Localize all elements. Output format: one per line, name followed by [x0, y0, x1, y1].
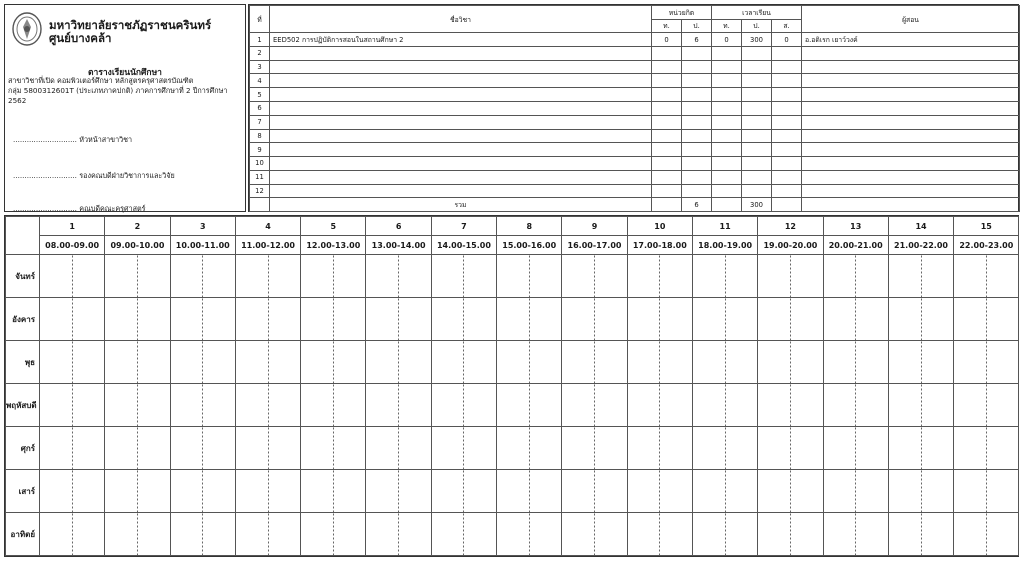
course-row: [250, 170, 1020, 184]
course-cell-instructor: [802, 60, 1020, 74]
schedule-slot: [692, 513, 757, 556]
period-number: 10: [627, 217, 692, 236]
document-title: ตารางเรียนนักศึกษา: [88, 68, 162, 78]
document-header: [4, 4, 246, 212]
period-time: 08.00-09.00: [40, 236, 105, 255]
course-cell-ht: [712, 129, 742, 143]
course-cell-instructor: [802, 46, 1020, 60]
schedule-slot: [888, 255, 953, 298]
schedule-slot: [497, 470, 562, 513]
period-number: 15: [954, 217, 1019, 236]
schedule-slot: [954, 298, 1019, 341]
header-credit-p: ป.: [682, 19, 712, 33]
course-cell-cp: [682, 143, 712, 157]
day-label: ศุกร์: [6, 427, 40, 470]
day-row: [6, 298, 1019, 341]
period-number: 7: [431, 217, 496, 236]
schedule-slot: [823, 513, 888, 556]
course-cell-instructor: อ.อดิเรก เยาว์วงค์: [802, 33, 1020, 47]
course-cell-hp: [742, 102, 772, 116]
schedule-slot: [301, 427, 366, 470]
schedule-slot: [954, 470, 1019, 513]
schedule-slot: [105, 513, 170, 556]
course-cell-no: 4: [250, 74, 270, 88]
course-cell-ht: [712, 184, 742, 198]
header-hour-t: ท.: [712, 19, 742, 33]
course-cell-subject: [270, 88, 652, 102]
schedule-slot: [888, 513, 953, 556]
day-label: จันทร์: [6, 255, 40, 298]
period-number: 3: [170, 217, 235, 236]
schedule-slot: [823, 298, 888, 341]
schedule-slot: [170, 255, 235, 298]
period-number: 14: [888, 217, 953, 236]
schedule-slot: [692, 341, 757, 384]
schedule-slot: [366, 470, 431, 513]
schedule-slot: [366, 427, 431, 470]
total-credit-p: 6: [682, 198, 712, 212]
schedule-slot: [627, 384, 692, 427]
course-cell-instructor: [802, 102, 1020, 116]
weekly-schedule-frame: [4, 215, 1019, 557]
course-cell-ht: [712, 143, 742, 157]
schedule-slot: [627, 341, 692, 384]
period-time: 20.00-21.00: [823, 236, 888, 255]
course-cell-ct: 0: [652, 33, 682, 47]
course-cell-hs: 0: [772, 33, 802, 47]
course-cell-subject: [270, 170, 652, 184]
course-row: [250, 33, 1020, 47]
schedule-slot: [431, 341, 496, 384]
period-number: 9: [562, 217, 627, 236]
day-label: พุธ: [6, 341, 40, 384]
schedule-slot: [301, 384, 366, 427]
course-cell-hp: [742, 184, 772, 198]
course-cell-subject: [270, 46, 652, 60]
schedule-slot: [758, 298, 823, 341]
schedule-slot: [823, 427, 888, 470]
course-cell-ht: [712, 115, 742, 129]
course-cell-instructor: [802, 74, 1020, 88]
schedule-slot: [40, 341, 105, 384]
period-number: 6: [366, 217, 431, 236]
course-cell-hp: [742, 60, 772, 74]
group-line: กลุ่ม 5800312601T (ประเภทภาคปกติ) ภาคการศึกษาที่ 2 ปีการศึกษา: [8, 86, 228, 95]
day-label: เสาร์: [6, 470, 40, 513]
university-seal-icon: [11, 11, 43, 47]
schedule-slot: [40, 427, 105, 470]
course-cell-subject: [270, 184, 652, 198]
course-cell-ct: [652, 60, 682, 74]
course-cell-no: 2: [250, 46, 270, 60]
total-label: รวม: [270, 198, 652, 212]
header-hours: เวลาเรียน: [712, 6, 802, 20]
period-time: 10.00-11.00: [170, 236, 235, 255]
schedule-slot: [105, 427, 170, 470]
course-cell-subject: [270, 143, 652, 157]
course-cell-cp: [682, 115, 712, 129]
schedule-slot: [888, 298, 953, 341]
period-number: 8: [497, 217, 562, 236]
schedule-slot: [692, 427, 757, 470]
schedule-slot: [758, 427, 823, 470]
course-row: [250, 46, 1020, 60]
course-cell-no: 7: [250, 115, 270, 129]
course-cell-no: 10: [250, 157, 270, 171]
schedule-slot: [105, 470, 170, 513]
schedule-slot: [888, 470, 953, 513]
schedule-slot: [366, 513, 431, 556]
header-subject: ชื่อวิชา: [270, 6, 652, 33]
course-cell-hp: [742, 157, 772, 171]
schedule-slot: [562, 298, 627, 341]
course-cell-hp: [742, 129, 772, 143]
schedule-slot: [497, 427, 562, 470]
schedule-slot: [627, 513, 692, 556]
course-row: [250, 115, 1020, 129]
period-number: 1: [40, 217, 105, 236]
day-header-corner: [6, 217, 40, 255]
weekly-schedule: [5, 216, 1019, 556]
course-cell-ht: [712, 170, 742, 184]
schedule-slot: [105, 341, 170, 384]
course-cell-subject: [270, 74, 652, 88]
course-cell-ht: [712, 157, 742, 171]
period-time: 16.00-17.00: [562, 236, 627, 255]
schedule-slot: [40, 513, 105, 556]
header-hour-s: ส.: [772, 19, 802, 33]
course-cell-subject: [270, 115, 652, 129]
course-cell-ht: [712, 88, 742, 102]
schedule-slot: [105, 384, 170, 427]
schedule-slot: [301, 513, 366, 556]
course-row: [250, 74, 1020, 88]
course-row: [250, 129, 1020, 143]
course-cell-hp: [742, 170, 772, 184]
course-cell-no: 6: [250, 102, 270, 116]
course-cell-ht: [712, 46, 742, 60]
course-cell-hs: [772, 88, 802, 102]
schedule-slot: [562, 427, 627, 470]
schedule-slot: [692, 384, 757, 427]
schedule-slot: [40, 384, 105, 427]
schedule-slot: [40, 298, 105, 341]
program-line: สาขาวิชาที่เปิด คอมพิวเตอร์ศึกษา หลักสูตรครุศาสตรบัณฑิต: [8, 76, 194, 85]
schedule-slot: [170, 427, 235, 470]
schedule-slot: [301, 298, 366, 341]
schedule-slot: [562, 470, 627, 513]
course-cell-hp: [742, 115, 772, 129]
schedule-slot: [758, 513, 823, 556]
course-row: [250, 60, 1020, 74]
course-cell-no: 3: [250, 60, 270, 74]
schedule-slot: [823, 255, 888, 298]
period-time-row: [6, 236, 1019, 255]
schedule-slot: [888, 384, 953, 427]
schedule-slot: [562, 513, 627, 556]
schedule-slot: [497, 513, 562, 556]
schedule-slot: [170, 513, 235, 556]
schedule-slot: [366, 341, 431, 384]
schedule-slot: [105, 298, 170, 341]
course-cell-no: 11: [250, 170, 270, 184]
period-number-row: [6, 217, 1019, 236]
course-cell-cp: [682, 88, 712, 102]
schedule-slot: [170, 341, 235, 384]
schedule-slot: [301, 341, 366, 384]
course-cell-hs: [772, 60, 802, 74]
schedule-slot: [235, 298, 300, 341]
period-time: 13.00-14.00: [366, 236, 431, 255]
course-cell-instructor: [802, 88, 1020, 102]
schedule-slot: [235, 513, 300, 556]
course-cell-instructor: [802, 184, 1020, 198]
day-row: [6, 427, 1019, 470]
schedule-slot: [431, 255, 496, 298]
schedule-slot: [40, 470, 105, 513]
schedule-slot: [562, 341, 627, 384]
campus-name: ศูนย์บางคล้า: [49, 31, 112, 45]
period-time: 21.00-22.00: [888, 236, 953, 255]
course-cell-cp: [682, 74, 712, 88]
schedule-slot: [497, 341, 562, 384]
course-row: [250, 143, 1020, 157]
schedule-slot: [431, 470, 496, 513]
course-cell-no: 9: [250, 143, 270, 157]
period-number: 2: [105, 217, 170, 236]
course-cell-ct: [652, 143, 682, 157]
schedule-slot: [366, 384, 431, 427]
course-cell-hp: [742, 88, 772, 102]
course-cell-ct: [652, 157, 682, 171]
schedule-slot: [954, 384, 1019, 427]
schedule-slot: [758, 384, 823, 427]
schedule-slot: [627, 298, 692, 341]
course-cell-hs: [772, 143, 802, 157]
schedule-slot: [692, 298, 757, 341]
day-row: [6, 470, 1019, 513]
schedule-slot: [235, 384, 300, 427]
period-number: 12: [758, 217, 823, 236]
schedule-slot: [366, 255, 431, 298]
schedule-slot: [758, 470, 823, 513]
course-cell-instructor: [802, 170, 1020, 184]
course-cell-cp: [682, 46, 712, 60]
period-time: 18.00-19.00: [692, 236, 757, 255]
course-cell-ct: [652, 184, 682, 198]
course-cell-cp: [682, 157, 712, 171]
course-cell-cp: [682, 129, 712, 143]
course-cell-ct: [652, 129, 682, 143]
total-row: [250, 198, 1020, 212]
schedule-slot: [954, 341, 1019, 384]
schedule-slot: [627, 470, 692, 513]
schedule-slot: [170, 384, 235, 427]
schedule-slot: [431, 513, 496, 556]
signature-dean: ............................ คณบดีคณะครุศาสตร์: [13, 204, 146, 213]
course-cell-subject: [270, 129, 652, 143]
schedule-slot: [105, 255, 170, 298]
period-number: 11: [692, 217, 757, 236]
header-hour-p: ป.: [742, 19, 772, 33]
schedule-slot: [497, 298, 562, 341]
period-time: 17.00-18.00: [627, 236, 692, 255]
course-cell-ht: [712, 60, 742, 74]
course-cell-hs: [772, 157, 802, 171]
year-line: 2562: [8, 96, 27, 105]
total-hour-p: 300: [742, 198, 772, 212]
schedule-slot: [627, 255, 692, 298]
course-row: [250, 157, 1020, 171]
schedule-slot: [758, 341, 823, 384]
period-time: 09.00-10.00: [105, 236, 170, 255]
course-cell-hs: [772, 74, 802, 88]
schedule-slot: [431, 427, 496, 470]
schedule-slot: [497, 255, 562, 298]
course-cell-hs: [772, 46, 802, 60]
schedule-slot: [823, 341, 888, 384]
schedule-slot: [170, 298, 235, 341]
period-time: 19.00-20.00: [758, 236, 823, 255]
period-time: 14.00-15.00: [431, 236, 496, 255]
header-instructor: ผู้สอน: [802, 6, 1020, 33]
schedule-slot: [888, 341, 953, 384]
course-cell-hs: [772, 115, 802, 129]
course-cell-instructor: [802, 129, 1020, 143]
schedule-slot: [954, 513, 1019, 556]
course-cell-subject: [270, 102, 652, 116]
schedule-slot: [366, 298, 431, 341]
course-cell-ht: [712, 102, 742, 116]
period-time: 15.00-16.00: [497, 236, 562, 255]
schedule-slot: [301, 255, 366, 298]
schedule-slot: [235, 470, 300, 513]
day-row: [6, 255, 1019, 298]
period-number: 13: [823, 217, 888, 236]
schedule-slot: [562, 384, 627, 427]
course-cell-cp: [682, 60, 712, 74]
schedule-slot: [301, 470, 366, 513]
course-cell-ct: [652, 170, 682, 184]
university-block: [11, 11, 211, 47]
signature-head: ............................ หัวหน้าสาขาวิชา: [13, 135, 133, 144]
course-cell-no: 1: [250, 33, 270, 47]
course-cell-ct: [652, 115, 682, 129]
course-cell-no: 8: [250, 129, 270, 143]
schedule-slot: [627, 427, 692, 470]
course-cell-cp: [682, 102, 712, 116]
course-row: [250, 184, 1020, 198]
header-no: ที่: [250, 6, 270, 33]
header-credits: หน่วยกิต: [652, 6, 712, 20]
signature-vice-dean: ............................ รองคณบดีฝ่ายวิชาการและวิจัย: [13, 171, 175, 180]
period-time: 22.00-23.00: [954, 236, 1019, 255]
schedule-slot: [40, 255, 105, 298]
course-cell-subject: [270, 157, 652, 171]
course-cell-instructor: [802, 143, 1020, 157]
course-cell-no: 5: [250, 88, 270, 102]
course-cell-hp: [742, 46, 772, 60]
schedule-slot: [170, 470, 235, 513]
course-cell-hs: [772, 170, 802, 184]
schedule-slot: [431, 298, 496, 341]
course-cell-hs: [772, 129, 802, 143]
course-cell-no: 12: [250, 184, 270, 198]
day-row: [6, 513, 1019, 556]
schedule-slot: [823, 470, 888, 513]
course-cell-cp: [682, 170, 712, 184]
schedule-slot: [235, 255, 300, 298]
course-cell-hp: 300: [742, 33, 772, 47]
course-cell-cp: [682, 184, 712, 198]
schedule-slot: [758, 255, 823, 298]
schedule-slot: [823, 384, 888, 427]
course-table: [249, 5, 1020, 212]
course-cell-ct: [652, 102, 682, 116]
university-name: มหาวิทยาลัยราชภัฏราชนครินทร์: [49, 18, 212, 32]
course-cell-subject: EED502 การปฏิบัติการสอนในสถานศึกษา 2: [270, 33, 652, 47]
schedule-slot: [954, 255, 1019, 298]
course-cell-ht: [712, 74, 742, 88]
course-cell-instructor: [802, 157, 1020, 171]
schedule-slot: [692, 470, 757, 513]
course-cell-hp: [742, 143, 772, 157]
day-label: อาทิตย์: [6, 513, 40, 556]
course-cell-ct: [652, 46, 682, 60]
day-label: อังคาร: [6, 298, 40, 341]
schedule-slot: [235, 427, 300, 470]
period-time: 12.00-13.00: [301, 236, 366, 255]
schedule-slot: [888, 427, 953, 470]
schedule-slot: [497, 384, 562, 427]
course-cell-instructor: [802, 115, 1020, 129]
course-cell-hs: [772, 184, 802, 198]
schedule-slot: [431, 384, 496, 427]
schedule-slot: [692, 255, 757, 298]
course-table-frame: [248, 4, 1019, 212]
course-cell-hp: [742, 74, 772, 88]
course-cell-subject: [270, 60, 652, 74]
header-credit-t: ท.: [652, 19, 682, 33]
day-row: [6, 341, 1019, 384]
schedule-slot: [562, 255, 627, 298]
period-number: 5: [301, 217, 366, 236]
day-row: [6, 384, 1019, 427]
course-cell-ct: [652, 74, 682, 88]
day-label: พฤหัสบดี: [6, 384, 40, 427]
course-row: [250, 88, 1020, 102]
course-cell-ct: [652, 88, 682, 102]
period-number: 4: [235, 217, 300, 236]
course-row: [250, 102, 1020, 116]
program-info: [8, 76, 244, 106]
course-rows: [250, 33, 1020, 198]
course-cell-hs: [772, 102, 802, 116]
schedule-slot: [235, 341, 300, 384]
period-time: 11.00-12.00: [235, 236, 300, 255]
schedule-slot: [954, 427, 1019, 470]
course-cell-ht: 0: [712, 33, 742, 47]
course-cell-cp: 6: [682, 33, 712, 47]
